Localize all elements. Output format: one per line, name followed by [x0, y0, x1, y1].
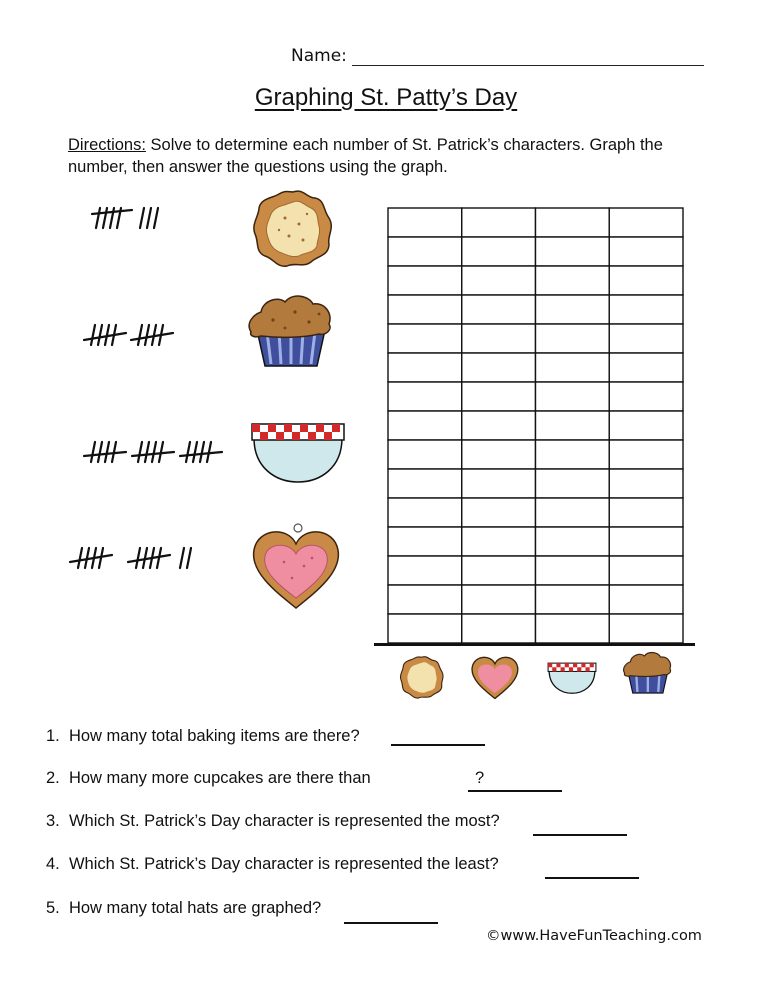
question-text: How many total baking items are there?	[68, 727, 360, 745]
graph-cell[interactable]	[462, 295, 536, 324]
graph-cell[interactable]	[388, 556, 462, 585]
tally-row-cupcake	[84, 325, 173, 345]
graph-cell[interactable]	[609, 498, 683, 527]
mixing-bowl-icon	[248, 418, 346, 486]
graph-cell[interactable]	[388, 266, 462, 295]
graph-cell[interactable]	[388, 208, 462, 237]
question-number: 5.	[46, 899, 60, 917]
graph-cell[interactable]	[462, 585, 536, 614]
graph-cell[interactable]	[609, 527, 683, 556]
axis-cookie-icon	[398, 653, 446, 701]
directions-text: Solve to determine each number of St. Patrick’s characters. Graph the number, then answer the questions using the graph.	[68, 136, 663, 176]
graph-cell[interactable]	[609, 469, 683, 498]
name-field[interactable]	[352, 65, 704, 66]
question-5	[46, 899, 321, 918]
graph-cell[interactable]	[388, 382, 462, 411]
graph-cell[interactable]	[462, 237, 536, 266]
question-4	[46, 855, 499, 874]
graph-cell[interactable]	[462, 324, 536, 353]
graph-cell[interactable]	[462, 208, 536, 237]
graph-cell[interactable]	[462, 469, 536, 498]
page-title: Graphing St. Patty’s Day	[254, 84, 518, 111]
graph-cell[interactable]	[388, 411, 462, 440]
question-number: 3.	[46, 812, 60, 830]
directions-label: Directions:	[68, 136, 146, 154]
graph-cell[interactable]	[536, 353, 610, 382]
question-text: Which St. Patrick’s Day character is represented the least?	[68, 855, 499, 873]
graph-cell[interactable]	[462, 498, 536, 527]
cookie-icon	[247, 190, 339, 270]
graph-cell[interactable]	[609, 237, 683, 266]
graph-cell[interactable]	[536, 411, 610, 440]
graph-cell[interactable]	[609, 556, 683, 585]
question-3	[46, 812, 500, 831]
name-label: Name:	[291, 46, 347, 66]
graph-cell[interactable]	[609, 208, 683, 237]
graph-cell[interactable]	[462, 411, 536, 440]
graph-cell[interactable]	[462, 614, 536, 643]
graph-cell[interactable]	[388, 237, 462, 266]
graph-cell[interactable]	[462, 527, 536, 556]
graph-cell[interactable]	[388, 585, 462, 614]
graph-cell[interactable]	[609, 411, 683, 440]
graph-cell[interactable]	[388, 469, 462, 498]
graph-cell[interactable]	[536, 585, 610, 614]
graph-baseline	[374, 643, 695, 646]
axis-mixing-bowl-icon	[546, 660, 598, 698]
answer-blank-2[interactable]	[468, 790, 562, 792]
question-text: How many total hats are graphed?	[68, 899, 322, 917]
graph-cell[interactable]	[609, 266, 683, 295]
question-2-mark: ?	[475, 769, 485, 787]
answer-blank-5[interactable]	[344, 922, 438, 924]
graph-cell[interactable]	[536, 382, 610, 411]
heart-cookie-icon	[248, 522, 344, 612]
graph-cell[interactable]	[388, 614, 462, 643]
answer-blank-4[interactable]	[545, 877, 639, 879]
graph-cell[interactable]	[536, 237, 610, 266]
graph-cell[interactable]	[609, 353, 683, 382]
graph-cell[interactable]	[462, 266, 536, 295]
question-number: 2.	[46, 769, 60, 787]
graph-cell[interactable]	[536, 498, 610, 527]
graph-cell[interactable]	[536, 295, 610, 324]
graph-cell[interactable]	[462, 556, 536, 585]
graph-cell[interactable]	[609, 324, 683, 353]
question-1	[46, 727, 360, 746]
graph-cell[interactable]	[609, 585, 683, 614]
question-text: Which St. Patrick’s Day character is represented the most?	[68, 812, 500, 830]
tally-row-bowl	[84, 442, 222, 462]
graph-cell[interactable]	[388, 353, 462, 382]
question-text: How many more cupcakes are there than	[68, 769, 371, 787]
graph-cell[interactable]	[536, 527, 610, 556]
question-2	[46, 769, 371, 788]
graph-cell[interactable]	[462, 353, 536, 382]
directions	[68, 134, 708, 178]
axis-heart-cookie-icon	[469, 652, 521, 704]
graph-cell[interactable]	[536, 469, 610, 498]
graph-cell[interactable]	[388, 324, 462, 353]
graph-cell[interactable]	[536, 440, 610, 469]
answer-blank-3[interactable]	[533, 834, 627, 836]
answer-blank-1[interactable]	[391, 744, 485, 746]
graph-cell[interactable]	[609, 614, 683, 643]
graph-cell[interactable]	[388, 527, 462, 556]
question-number: 4.	[46, 855, 60, 873]
graph-cell[interactable]	[388, 295, 462, 324]
tally-row-heart	[70, 548, 191, 568]
graph-cell[interactable]	[462, 440, 536, 469]
axis-cupcake-icon	[620, 649, 676, 699]
graph-cell[interactable]	[609, 295, 683, 324]
graph-cell[interactable]	[609, 440, 683, 469]
copyright: ©www.HaveFunTeaching.com	[486, 928, 702, 944]
graph-cell[interactable]	[536, 614, 610, 643]
graph-cell[interactable]	[462, 382, 536, 411]
graph-cell[interactable]	[536, 266, 610, 295]
graph-cell[interactable]	[388, 440, 462, 469]
graph-cell[interactable]	[536, 208, 610, 237]
tally-marks	[60, 190, 260, 590]
graph-cell[interactable]	[536, 324, 610, 353]
graph-grid[interactable]	[387, 207, 684, 644]
cupcake-icon	[243, 290, 338, 375]
graph-cell[interactable]	[388, 498, 462, 527]
question-number: 1.	[46, 727, 60, 745]
graph-cell[interactable]	[609, 382, 683, 411]
tally-row-cookie	[92, 208, 158, 228]
graph-cell[interactable]	[536, 556, 610, 585]
